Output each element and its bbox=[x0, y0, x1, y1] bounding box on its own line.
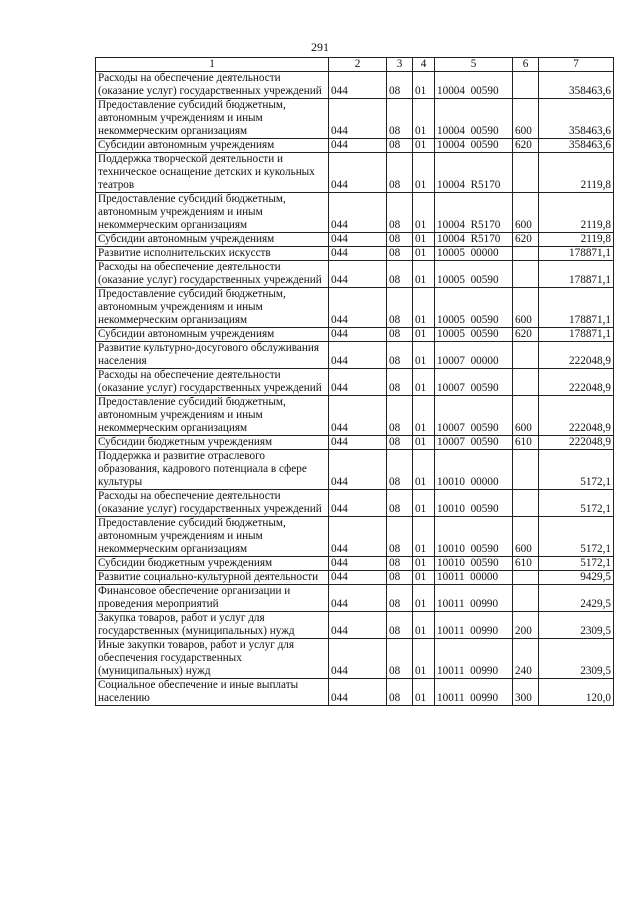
row-subsection-code: 01 bbox=[413, 153, 435, 193]
row-subsection-code: 01 bbox=[413, 571, 435, 585]
row-ministry-code: 044 bbox=[329, 639, 387, 679]
table-row bbox=[96, 557, 614, 571]
row-subsection-code: 01 bbox=[413, 288, 435, 328]
row-name: Субсидии автономным учреждениям bbox=[96, 139, 329, 153]
row-section-code: 08 bbox=[387, 436, 413, 450]
row-expense-type-code: 200 bbox=[513, 612, 539, 639]
row-expense-type-code bbox=[513, 72, 539, 99]
row-target-article-code: 10005 00590 bbox=[435, 328, 513, 342]
table-row bbox=[96, 139, 614, 153]
row-ministry-code: 044 bbox=[329, 612, 387, 639]
row-section-code: 08 bbox=[387, 288, 413, 328]
row-section-code: 08 bbox=[387, 72, 413, 99]
col-header-6: 6 bbox=[513, 58, 539, 72]
table-row bbox=[96, 679, 614, 706]
row-ministry-code: 044 bbox=[329, 288, 387, 328]
table-row bbox=[96, 288, 614, 328]
row-target-article-code: 10007 00590 bbox=[435, 436, 513, 450]
row-name: Развитие культурно-досугового обслуживания населения bbox=[96, 342, 329, 369]
col-header-2: 2 bbox=[329, 58, 387, 72]
table-row bbox=[96, 639, 614, 679]
row-section-code: 08 bbox=[387, 557, 413, 571]
table-row bbox=[96, 72, 614, 99]
row-subsection-code: 01 bbox=[413, 490, 435, 517]
row-amount: 222048,9 bbox=[539, 342, 614, 369]
row-subsection-code: 01 bbox=[413, 396, 435, 436]
row-target-article-code: 10004 00590 bbox=[435, 139, 513, 153]
page-number: 291 bbox=[311, 40, 329, 54]
row-subsection-code: 01 bbox=[413, 99, 435, 139]
row-section-code: 08 bbox=[387, 328, 413, 342]
row-section-code: 08 bbox=[387, 585, 413, 612]
row-expense-type-code bbox=[513, 369, 539, 396]
row-section-code: 08 bbox=[387, 193, 413, 233]
row-expense-type-code: 620 bbox=[513, 233, 539, 247]
row-expense-type-code: 620 bbox=[513, 139, 539, 153]
row-expense-type-code: 240 bbox=[513, 639, 539, 679]
row-ministry-code: 044 bbox=[329, 233, 387, 247]
row-amount: 178871,1 bbox=[539, 328, 614, 342]
row-name: Расходы на обеспечение деятельности (оказание услуг) государственных учреждений bbox=[96, 490, 329, 517]
row-expense-type-code: 610 bbox=[513, 557, 539, 571]
row-expense-type-code: 600 bbox=[513, 288, 539, 328]
row-name: Предоставление субсидий бюджетным, автономным учреждениям и иным некоммерческим организациям bbox=[96, 396, 329, 436]
row-section-code: 08 bbox=[387, 517, 413, 557]
row-expense-type-code bbox=[513, 261, 539, 288]
row-amount: 2119,8 bbox=[539, 193, 614, 233]
row-section-code: 08 bbox=[387, 261, 413, 288]
table-row bbox=[96, 612, 614, 639]
row-ministry-code: 044 bbox=[329, 396, 387, 436]
table-body bbox=[96, 72, 614, 706]
row-target-article-code: 10010 00590 bbox=[435, 557, 513, 571]
row-amount: 358463,6 bbox=[539, 139, 614, 153]
row-subsection-code: 01 bbox=[413, 342, 435, 369]
row-section-code: 08 bbox=[387, 571, 413, 585]
row-name: Поддержка и развитие отраслевого образования, кадрового потенциала в сфере культуры bbox=[96, 450, 329, 490]
row-ministry-code: 044 bbox=[329, 571, 387, 585]
row-expense-type-code bbox=[513, 247, 539, 261]
col-header-7: 7 bbox=[539, 58, 614, 72]
row-target-article-code: 10005 00590 bbox=[435, 288, 513, 328]
table-row bbox=[96, 342, 614, 369]
row-section-code: 08 bbox=[387, 342, 413, 369]
row-expense-type-code: 610 bbox=[513, 436, 539, 450]
row-name: Предоставление субсидий бюджетным, автономным учреждениям и иным некоммерческим организациям bbox=[96, 193, 329, 233]
row-section-code: 08 bbox=[387, 99, 413, 139]
row-subsection-code: 01 bbox=[413, 328, 435, 342]
row-target-article-code: 10011 00000 bbox=[435, 571, 513, 585]
row-amount: 5172,1 bbox=[539, 517, 614, 557]
row-expense-type-code: 600 bbox=[513, 99, 539, 139]
row-name: Расходы на обеспечение деятельности (оказание услуг) государственных учреждений bbox=[96, 369, 329, 396]
row-subsection-code: 01 bbox=[413, 436, 435, 450]
row-amount: 178871,1 bbox=[539, 261, 614, 288]
row-section-code: 08 bbox=[387, 639, 413, 679]
row-target-article-code: 10007 00590 bbox=[435, 396, 513, 436]
row-name: Развитие исполнительских искусств bbox=[96, 247, 329, 261]
table-row bbox=[96, 247, 614, 261]
col-header-5: 5 bbox=[435, 58, 513, 72]
row-name: Предоставление субсидий бюджетным, автономным учреждениям и иным некоммерческим организациям bbox=[96, 99, 329, 139]
row-ministry-code: 044 bbox=[329, 342, 387, 369]
row-expense-type-code bbox=[513, 450, 539, 490]
row-expense-type-code: 300 bbox=[513, 679, 539, 706]
row-amount: 2119,8 bbox=[539, 153, 614, 193]
row-target-article-code: 10004 R5170 bbox=[435, 153, 513, 193]
row-target-article-code: 10007 00000 bbox=[435, 342, 513, 369]
row-amount: 9429,5 bbox=[539, 571, 614, 585]
row-ministry-code: 044 bbox=[329, 369, 387, 396]
row-name: Закупка товаров, работ и услуг для государственных (муниципальных) нужд bbox=[96, 612, 329, 639]
row-name: Развитие социально-культурной деятельности bbox=[96, 571, 329, 585]
row-target-article-code: 10007 00590 bbox=[435, 369, 513, 396]
row-subsection-code: 01 bbox=[413, 517, 435, 557]
row-target-article-code: 10011 00990 bbox=[435, 612, 513, 639]
row-ministry-code: 044 bbox=[329, 450, 387, 490]
row-name: Поддержка творческой деятельности и техническое оснащение детских и кукольных театров bbox=[96, 153, 329, 193]
row-subsection-code: 01 bbox=[413, 369, 435, 396]
col-header-1: 1 bbox=[96, 58, 329, 72]
row-amount: 222048,9 bbox=[539, 436, 614, 450]
row-target-article-code: 10011 00990 bbox=[435, 679, 513, 706]
table-row bbox=[96, 261, 614, 288]
table-row bbox=[96, 450, 614, 490]
row-subsection-code: 01 bbox=[413, 193, 435, 233]
row-ministry-code: 044 bbox=[329, 585, 387, 612]
budget-table bbox=[95, 57, 614, 706]
row-target-article-code: 10004 00590 bbox=[435, 99, 513, 139]
header-row bbox=[96, 58, 614, 72]
row-subsection-code: 01 bbox=[413, 247, 435, 261]
row-subsection-code: 01 bbox=[413, 585, 435, 612]
row-amount: 120,0 bbox=[539, 679, 614, 706]
row-amount: 222048,9 bbox=[539, 396, 614, 436]
row-amount: 5172,1 bbox=[539, 450, 614, 490]
row-expense-type-code: 600 bbox=[513, 396, 539, 436]
table-row bbox=[96, 193, 614, 233]
row-target-article-code: 10011 00990 bbox=[435, 585, 513, 612]
row-section-code: 08 bbox=[387, 450, 413, 490]
table-row bbox=[96, 490, 614, 517]
row-section-code: 08 bbox=[387, 233, 413, 247]
row-amount: 5172,1 bbox=[539, 557, 614, 571]
row-subsection-code: 01 bbox=[413, 233, 435, 247]
row-target-article-code: 10004 R5170 bbox=[435, 233, 513, 247]
row-ministry-code: 044 bbox=[329, 139, 387, 153]
row-section-code: 08 bbox=[387, 679, 413, 706]
row-amount: 2309,5 bbox=[539, 612, 614, 639]
row-expense-type-code bbox=[513, 153, 539, 193]
row-amount: 178871,1 bbox=[539, 247, 614, 261]
row-target-article-code: 10004 00590 bbox=[435, 72, 513, 99]
row-ministry-code: 044 bbox=[329, 99, 387, 139]
row-expense-type-code bbox=[513, 342, 539, 369]
row-ministry-code: 044 bbox=[329, 557, 387, 571]
row-subsection-code: 01 bbox=[413, 450, 435, 490]
table-row bbox=[96, 517, 614, 557]
row-ministry-code: 044 bbox=[329, 247, 387, 261]
row-subsection-code: 01 bbox=[413, 139, 435, 153]
row-name: Расходы на обеспечение деятельности (оказание услуг) государственных учреждений bbox=[96, 72, 329, 99]
row-expense-type-code bbox=[513, 585, 539, 612]
row-expense-type-code bbox=[513, 490, 539, 517]
row-subsection-code: 01 bbox=[413, 639, 435, 679]
row-ministry-code: 044 bbox=[329, 679, 387, 706]
row-ministry-code: 044 bbox=[329, 72, 387, 99]
row-name: Предоставление субсидий бюджетным, автономным учреждениям и иным некоммерческим организациям bbox=[96, 517, 329, 557]
col-header-3: 3 bbox=[387, 58, 413, 72]
row-amount: 358463,6 bbox=[539, 72, 614, 99]
row-target-article-code: 10011 00990 bbox=[435, 639, 513, 679]
table-row bbox=[96, 328, 614, 342]
row-target-article-code: 10005 00590 bbox=[435, 261, 513, 288]
row-name: Финансовое обеспечение организации и проведения мероприятий bbox=[96, 585, 329, 612]
row-subsection-code: 01 bbox=[413, 261, 435, 288]
row-name: Иные закупки товаров, работ и услуг для обеспечения государственных (муниципальных) нужд bbox=[96, 639, 329, 679]
row-amount: 2119,8 bbox=[539, 233, 614, 247]
row-section-code: 08 bbox=[387, 490, 413, 517]
row-target-article-code: 10010 00590 bbox=[435, 517, 513, 557]
row-expense-type-code bbox=[513, 571, 539, 585]
row-name: Субсидии автономным учреждениям bbox=[96, 233, 329, 247]
row-target-article-code: 10004 R5170 bbox=[435, 193, 513, 233]
row-name: Субсидии бюджетным учреждениям bbox=[96, 557, 329, 571]
row-amount: 5172,1 bbox=[539, 490, 614, 517]
row-expense-type-code: 600 bbox=[513, 193, 539, 233]
row-ministry-code: 044 bbox=[329, 328, 387, 342]
table-row bbox=[96, 436, 614, 450]
row-expense-type-code: 600 bbox=[513, 517, 539, 557]
row-ministry-code: 044 bbox=[329, 436, 387, 450]
col-header-4: 4 bbox=[413, 58, 435, 72]
table-row bbox=[96, 396, 614, 436]
row-ministry-code: 044 bbox=[329, 490, 387, 517]
row-section-code: 08 bbox=[387, 153, 413, 193]
table-row bbox=[96, 233, 614, 247]
row-target-article-code: 10010 00590 bbox=[435, 490, 513, 517]
row-section-code: 08 bbox=[387, 369, 413, 396]
table-row bbox=[96, 571, 614, 585]
row-amount: 2429,5 bbox=[539, 585, 614, 612]
row-target-article-code: 10005 00000 bbox=[435, 247, 513, 261]
row-section-code: 08 bbox=[387, 396, 413, 436]
row-amount: 2309,5 bbox=[539, 639, 614, 679]
row-section-code: 08 bbox=[387, 139, 413, 153]
table-row bbox=[96, 585, 614, 612]
row-expense-type-code: 620 bbox=[513, 328, 539, 342]
row-name: Предоставление субсидий бюджетным, автономным учреждениям и иным некоммерческим организациям bbox=[96, 288, 329, 328]
row-amount: 178871,1 bbox=[539, 288, 614, 328]
row-section-code: 08 bbox=[387, 247, 413, 261]
row-ministry-code: 044 bbox=[329, 517, 387, 557]
table-row bbox=[96, 153, 614, 193]
table-row bbox=[96, 99, 614, 139]
row-name: Субсидии автономным учреждениям bbox=[96, 328, 329, 342]
row-section-code: 08 bbox=[387, 612, 413, 639]
row-ministry-code: 044 bbox=[329, 261, 387, 288]
row-ministry-code: 044 bbox=[329, 153, 387, 193]
row-name: Расходы на обеспечение деятельности (оказание услуг) государственных учреждений bbox=[96, 261, 329, 288]
row-subsection-code: 01 bbox=[413, 72, 435, 99]
row-target-article-code: 10010 00000 bbox=[435, 450, 513, 490]
row-ministry-code: 044 bbox=[329, 193, 387, 233]
row-name: Субсидии бюджетным учреждениям bbox=[96, 436, 329, 450]
row-subsection-code: 01 bbox=[413, 557, 435, 571]
row-amount: 222048,9 bbox=[539, 369, 614, 396]
row-subsection-code: 01 bbox=[413, 612, 435, 639]
row-subsection-code: 01 bbox=[413, 679, 435, 706]
row-name: Социальное обеспечение и иные выплаты населению bbox=[96, 679, 329, 706]
row-amount: 358463,6 bbox=[539, 99, 614, 139]
table-header bbox=[96, 58, 614, 72]
table-row bbox=[96, 369, 614, 396]
